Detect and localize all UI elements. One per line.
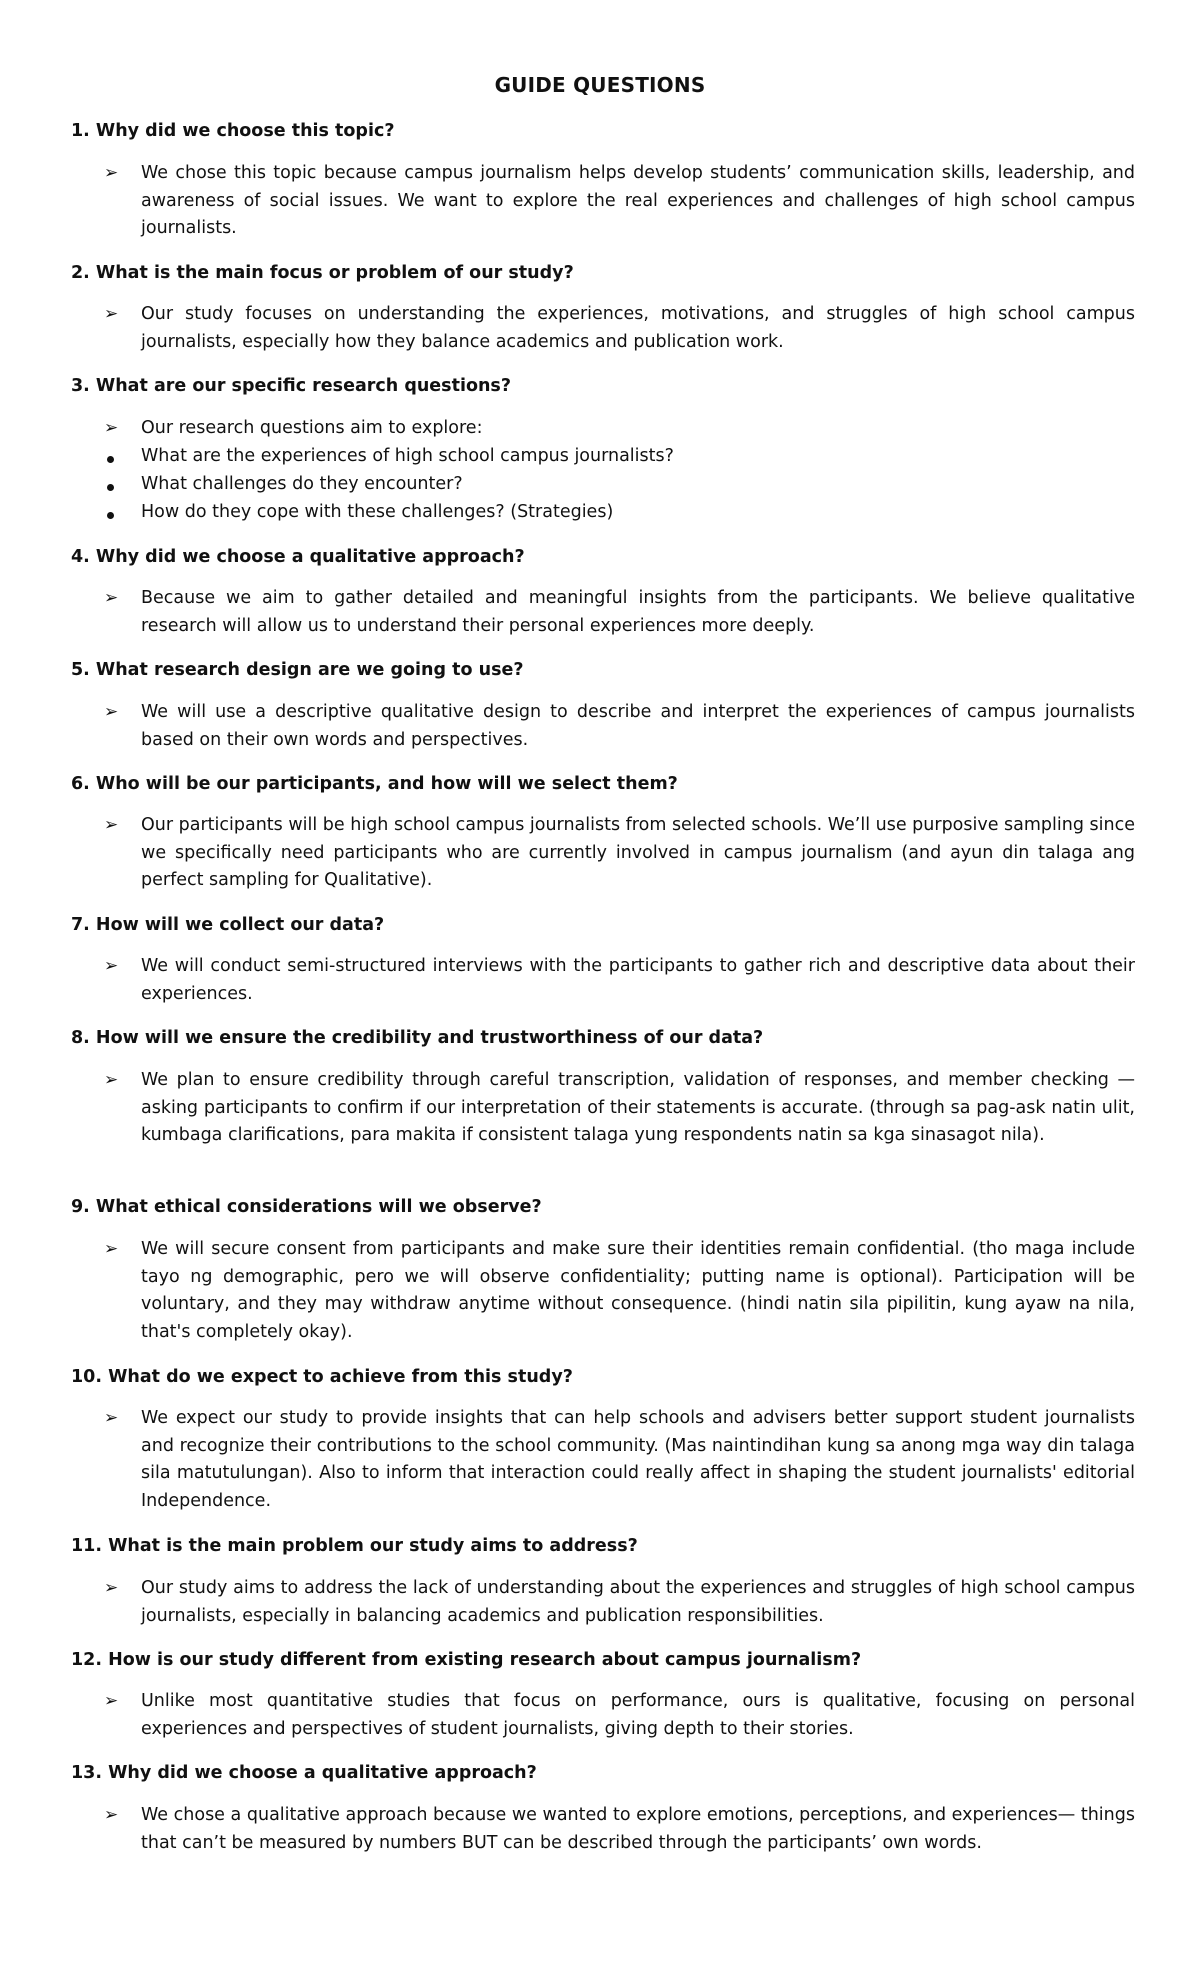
bullet-dot-icon [107, 456, 114, 463]
arrow-bullet-icon: ➢ [104, 1408, 119, 1428]
arrow-bullet-icon: ➢ [104, 956, 119, 976]
answer-8: We plan to ensure credibility through careful transcription, validation of responses, and member checking — asking participants to confirm if our interpretation of their statements is accurate. (through sa pag-ask natin ulit, kumbaga clarifications, para makita if consistent talaga yung respondents natin sa kga sinasagot nila). [141, 1070, 1135, 1145]
arrow-bullet-icon: ➢ [104, 1239, 119, 1259]
arrow-bullet-icon: ➢ [104, 1578, 119, 1598]
question-3: 3. What are our specific research questions? [71, 376, 512, 396]
research-question-2: What challenges do they encounter? [141, 474, 463, 494]
arrow-bullet-icon: ➢ [104, 702, 119, 722]
answer-7: We will conduct semi-structured interviews with the participants to gather rich and descriptive data about their experiences. [141, 956, 1135, 1004]
question-12: 12. How is our study different from existing research about campus journalism? [71, 1650, 862, 1670]
question-4: 4. Why did we choose a qualitative approach? [71, 547, 525, 567]
answer-9: We will secure consent from participants and make sure their identities remain confidential. (tho maga include tayo ng demographic, pero we will observe confidentiality; putting name is optional). Participation will be voluntary, and they may withdraw anytime without consequence. (hindi natin sila pipilitin, kung ayaw na nila, that's completely okay). [141, 1239, 1135, 1342]
question-1: 1. Why did we choose this topic? [71, 121, 395, 141]
arrow-bullet-icon: ➢ [104, 1691, 119, 1711]
question-13: 13. Why did we choose a qualitative approach? [71, 1763, 537, 1783]
arrow-bullet-icon: ➢ [104, 1070, 119, 1090]
answer-1: We chose this topic because campus journalism helps develop students’ communication skills, leadership, and awareness of social issues. We want to explore the real experiences and challenges of high school campus journalists. [141, 163, 1135, 238]
answer-13: We chose a qualitative approach because we wanted to explore emotions, perceptions, and experiences— things that can’t be measured by numbers BUT can be described through the participants’ own words. [141, 1805, 1135, 1853]
answer-11: Our study aims to address the lack of understanding about the experiences and struggles of high school campus journalists, especially in balancing academics and publication responsibilities. [141, 1578, 1135, 1626]
arrow-bullet-icon: ➢ [104, 418, 119, 438]
question-9: 9. What ethical considerations will we observe? [71, 1197, 542, 1217]
answer-6: Our participants will be high school campus journalists from selected schools. We’ll use purposive sampling since we specifically need participants who are currently involved in campus journalism (and ayun din talaga ang perfect sampling for Qualitative). [141, 815, 1135, 890]
question-5: 5. What research design are we going to use? [71, 660, 524, 680]
question-6: 6. Who will be our participants, and how will we select them? [71, 774, 678, 794]
question-10: 10. What do we expect to achieve from this study? [71, 1367, 573, 1387]
answer-5: We will use a descriptive qualitative design to describe and interpret the experiences of campus journalists based on their own words and perspectives. [141, 702, 1135, 750]
question-2: 2. What is the main focus or problem of our study? [71, 263, 574, 283]
page-title: GUIDE QUESTIONS [494, 73, 706, 97]
bullet-dot-icon [107, 512, 114, 519]
research-question-3: How do they cope with these challenges? (Strategies) [141, 502, 614, 522]
question-7: 7. How will we collect our data? [71, 915, 385, 935]
arrow-bullet-icon: ➢ [104, 304, 119, 324]
bullet-dot-icon [107, 484, 114, 491]
answer-2: Our study focuses on understanding the experiences, motivations, and struggles of high school campus journalists, especially how they balance academics and publication work. [141, 304, 1135, 352]
arrow-bullet-icon: ➢ [104, 815, 119, 835]
answer-3: Our research questions aim to explore: [141, 418, 483, 438]
arrow-bullet-icon: ➢ [104, 163, 119, 183]
answer-4: Because we aim to gather detailed and meaningful insights from the participants. We believe qualitative research will allow us to understand their personal experiences more deeply. [141, 588, 1135, 636]
arrow-bullet-icon: ➢ [104, 1805, 119, 1825]
answer-10: We expect our study to provide insights that can help schools and advisers better support student journalists and recognize their contributions to the school community. (Mas naintindihan kung sa anong mga way din talaga sila matutulungan). Also to inform that interaction could really affect in shaping the student journalists' editorial Independence. [141, 1408, 1135, 1511]
question-8: 8. How will we ensure the credibility and trustworthiness of our data? [71, 1028, 764, 1048]
question-11: 11. What is the main problem our study aims to address? [71, 1536, 638, 1556]
arrow-bullet-icon: ➢ [104, 588, 119, 608]
research-question-1: What are the experiences of high school campus journalists? [141, 446, 674, 466]
answer-12: Unlike most quantitative studies that focus on performance, ours is qualitative, focusing on personal experiences and perspectives of student journalists, giving depth to their stories. [141, 1691, 1135, 1739]
